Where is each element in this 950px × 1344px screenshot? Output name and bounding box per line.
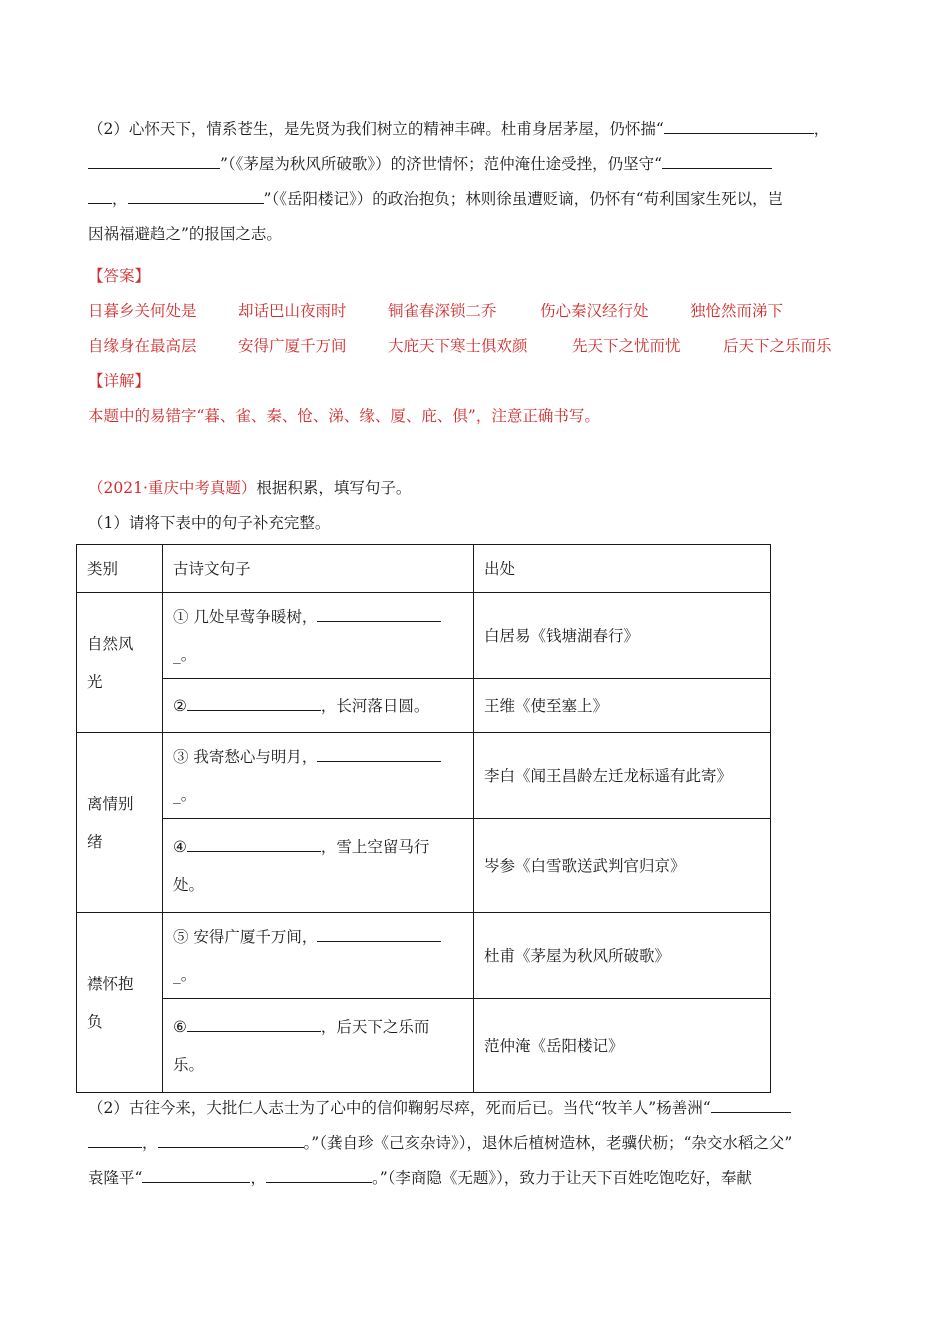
- answer-blank[interactable]: [187, 696, 321, 711]
- sentence-cell: [163, 819, 474, 913]
- sentence-text: ⑥: [173, 1017, 187, 1036]
- answer-blank[interactable]: [187, 837, 321, 852]
- answer-blank[interactable]: [317, 747, 441, 762]
- answer-blank[interactable]: [158, 1133, 304, 1148]
- answer-item: 独怆然而涕下: [690, 302, 784, 320]
- answer-blank[interactable]: [266, 1168, 372, 1183]
- sentence-cell: [163, 593, 474, 679]
- answer-blank[interactable]: [88, 154, 220, 169]
- sentence-tail: 处。: [173, 875, 205, 894]
- answer-item: 日暮乡关何处是: [88, 302, 197, 320]
- answer-label: 【答案】: [88, 267, 151, 285]
- category-line: 负: [87, 1012, 103, 1031]
- q2-line-3: [88, 188, 783, 210]
- q2-line-4-text: 因祸福避趋之”的报国之志。: [88, 225, 282, 243]
- category-line: 绪: [87, 832, 103, 851]
- q2-line-1: [88, 118, 829, 140]
- question-2021-header: [88, 477, 411, 499]
- category-cell: [77, 913, 163, 1093]
- answer-item: 自缘身在最高层: [88, 337, 197, 355]
- answer-item: 先天下之忧而忧: [572, 337, 681, 355]
- q2-line-2-text: ”（《茅屋为秋风所破歌》）的济世情怀；范仲淹仕途受挫，仍坚守“: [220, 155, 663, 173]
- sentence-text: ⑤ 安得广厦千万间，: [173, 927, 318, 946]
- poem-table: [76, 544, 771, 1093]
- sentence-tail: _。: [173, 785, 197, 804]
- sentence-tail: _。: [173, 645, 197, 664]
- sentence-text: ，雪上空留马行: [320, 837, 430, 856]
- sentence-cell: [163, 733, 474, 819]
- answer-blank[interactable]: [711, 1098, 791, 1113]
- q2-line-3-text: ”（《岳阳楼记》）的政治抱负；林则徐虽遭贬谪，仍怀有“苟利国家生死以，岂: [263, 190, 784, 208]
- question-source: （2021·重庆中考真题）: [88, 479, 257, 497]
- q2b-comma: ，: [142, 1134, 158, 1152]
- answer-blank[interactable]: [662, 154, 772, 169]
- answer-item: 伤心秦汉经行处: [540, 302, 649, 320]
- question-prompt: 根据积累，填写句子。: [256, 479, 412, 497]
- sentence-text: ，后天下之乐而: [320, 1017, 430, 1036]
- answer-item: 却话巴山夜雨时: [238, 302, 347, 320]
- q2-comma: ，: [813, 120, 830, 138]
- answer-item: 大庇天下寒士俱欢颜: [388, 337, 528, 355]
- table-row: [77, 593, 771, 679]
- q2b-line-1: [88, 1097, 791, 1119]
- answer-blank[interactable]: [317, 927, 441, 942]
- source-cell: 范仲淹《岳阳楼记》: [474, 999, 771, 1093]
- sentence-cell: [163, 679, 474, 733]
- category-line: 自然风: [87, 634, 134, 653]
- table-row: [77, 913, 771, 999]
- sentence-cell: [163, 913, 474, 999]
- detail-text: 本题中的易错字“暮、雀、秦、怆、涕、缘、厦、庇、俱”，注意正确书写。: [88, 407, 600, 425]
- source-cell: 王维《使至塞上》: [474, 679, 771, 733]
- table-row: [77, 679, 771, 733]
- answer-blank[interactable]: [88, 1133, 142, 1148]
- answer-blank[interactable]: [88, 189, 112, 204]
- answer-item: 铜雀春深锁二乔: [388, 302, 497, 320]
- source-cell: 李白《闻王昌龄左迁龙标遥有此寄》: [474, 733, 771, 819]
- sentence-text: ① 几处早莺争暖树，: [173, 607, 318, 626]
- answer-blank[interactable]: [128, 189, 264, 204]
- answer-blank[interactable]: [317, 607, 441, 622]
- source-cell: 杜甫《茅屋为秋风所破歌》: [474, 913, 771, 999]
- answer-blank[interactable]: [664, 119, 814, 134]
- sentence-text: ②: [173, 696, 187, 715]
- q2b-line-1-text: （2）古往今来，大批仁人志士为了心中的信仰鞠躬尽瘁，死而后已。当代“牧羊人”杨善洲“: [88, 1099, 711, 1117]
- detail-label: 【详解】: [88, 372, 151, 390]
- category-line: 光: [87, 672, 103, 691]
- source-cell: 白居易《钱塘湖春行》: [474, 593, 771, 679]
- q2b-line-2-text: 。”（龚自珍《己亥杂诗》），退休后植树造林，老骥伏枥；“杂交水稻之父”: [303, 1134, 793, 1152]
- category-cell: [77, 733, 163, 913]
- answer-blank[interactable]: [187, 1017, 321, 1032]
- source-cell: 岑参《白雪歌送武判官归京》: [474, 819, 771, 913]
- q2b-line-2: [88, 1132, 792, 1154]
- q2-comma: ，: [112, 190, 128, 208]
- table-row: [77, 999, 771, 1093]
- q2-line-2: [88, 153, 772, 175]
- answer-item: 后天下之乐而乐: [723, 337, 832, 355]
- answer-item: 安得广厦千万间: [238, 337, 347, 355]
- category-line: 离情别: [87, 794, 134, 813]
- category-cell: [77, 593, 163, 733]
- sentence-text: ③ 我寄愁心与明月，: [173, 747, 318, 766]
- sentence-cell: [163, 999, 474, 1093]
- sentence-text: ④: [173, 837, 187, 856]
- question-sub1: （1）请将下表中的句子补充完整。: [88, 514, 331, 532]
- category-line: 襟怀抱: [87, 974, 134, 993]
- header-sentence: 古诗文句子: [163, 545, 474, 593]
- sentence-tail: 乐。: [173, 1055, 205, 1074]
- q2b-line-3-start: 袁隆平“: [88, 1169, 143, 1187]
- answer-blank[interactable]: [142, 1168, 250, 1183]
- sentence-text: ，长河落日圆。: [320, 696, 430, 715]
- header-source: 出处: [474, 545, 771, 593]
- header-category: 类别: [77, 545, 163, 593]
- table-header-row: [77, 545, 771, 593]
- q2-line-4: [88, 223, 282, 245]
- sentence-tail: _。: [173, 965, 197, 984]
- q2b-comma: ，: [250, 1169, 266, 1187]
- q2-line-1-text: （2）心怀天下，情系苍生，是先贤为我们树立的精神丰碑。杜甫身居茅屋，仍怀揣“: [88, 120, 664, 138]
- q2b-line-3-text: 。”（李商隐《无题》），致力于让天下百姓吃饱吃好，奉献: [371, 1169, 752, 1187]
- table-row: [77, 819, 771, 913]
- q2b-line-3: [88, 1167, 752, 1189]
- table-row: [77, 733, 771, 819]
